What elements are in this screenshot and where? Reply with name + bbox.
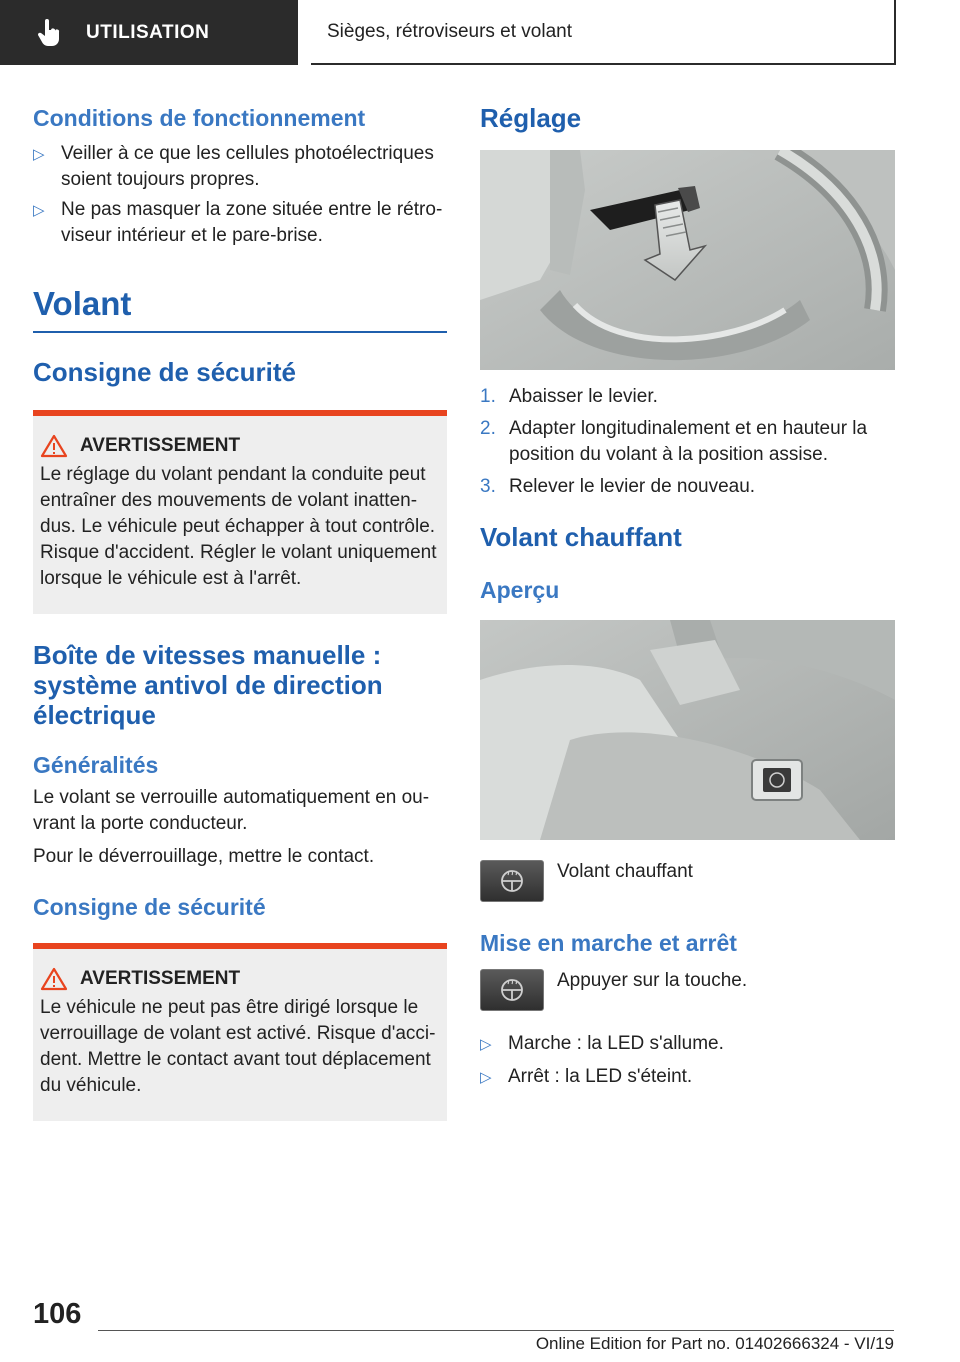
conditions-list [33,141,447,249]
left-column [33,98,447,1121]
onoff-heading: Mise en marche et arrêt [480,930,737,956]
overview-heading: Aperçu [480,577,560,603]
heated-steering-wheel-icon [499,868,525,894]
heated-wheel-heading: Volant chauffant [480,522,682,552]
chapter-tab [311,0,896,65]
safety-heading-2: Consigne de sécurité [33,894,266,920]
triangle-right-icon: ▷ [33,146,45,163]
list-item: 2. Adapter longitudinalement et en hauteur la position du volant à la position assise. [480,418,868,465]
triangle-right-icon: ▷ [480,1069,492,1086]
reglage-heading: Réglage [480,103,582,133]
volant-heading: Volant [33,285,132,322]
list-item: ▷ Marche : la LED s'allume. [480,1031,895,1057]
warning-triangle-icon [40,434,68,458]
press-text: Appuyer sur la touche. [557,970,748,991]
section-title: UTILISATION [86,21,210,43]
button-caption: Volant chauffant [557,861,693,882]
press-instruction [480,969,895,1011]
right-column [480,98,895,1094]
warning-triangle-icon [40,967,68,991]
heated-wheel-button[interactable] [480,860,544,902]
list-item: ▷ Veiller à ce que les cellules photoélectriques soient toujours propres. [33,143,434,190]
conditions-heading: Conditions de fonctionnement [33,105,366,131]
section-tab [0,0,298,65]
list-item: 3. Relever le levier de nouveau. [480,476,756,497]
hand-pointer-icon [34,18,64,48]
steering-lever-photo [480,150,895,370]
triangle-right-icon: ▷ [33,202,45,219]
list-item: 1. Abaisser le levier. [480,386,658,407]
warning-box-2 [33,943,447,1121]
button-legend [480,860,895,902]
edition-note: Online Edition for Part no. 01402666324 - VI/19 [535,1334,894,1353]
footer-divider [98,1330,894,1331]
warning-text: Le véhicule ne peut pas être dirigé lorsque le verrouillage de volant est activé. Risque d'accident. Mettre le contact avant tout déplacement du véhicule. [40,997,436,1096]
warning-text: Le réglage du volant pendant la conduite peut entraîner des mouvements de volant inattendus. Le véhicule peut échapper à tout contrôle. Risque d'accident. Régler le volant uniquement lorsque le véhicule est à l'arrêt. [40,464,437,589]
list-item: ▷ Arrêt : la LED s'éteint. [480,1064,895,1090]
warning-label: AVERTISSEMENT [80,435,241,456]
unlock-paragraph: Pour le déverrouillage, mettre le contact. [33,846,375,867]
page-number: 106 [33,1298,82,1330]
safety-heading: Consigne de sécurité [33,357,296,387]
triangle-right-icon: ▷ [480,1036,492,1053]
onoff-list [480,1031,895,1090]
manual-gearbox-heading: Boîte de vitesses manuelle : système antivol de direction électrique [33,640,383,730]
heated-wheel-photo [480,620,895,840]
warning-box [33,410,447,614]
heated-steering-wheel-icon [499,977,525,1003]
heated-wheel-button[interactable] [480,969,544,1011]
warning-label: AVERTISSEMENT [80,968,241,989]
general-paragraph: Le volant se verrouille automatiquement en ouvrant la porte conducteur. [33,787,430,834]
list-item: ▷ Ne pas masquer la zone située entre le rétroviseur intérieur et le pare-brise. [33,199,443,246]
adjust-steps [480,384,895,500]
chapter-title: Sièges, rétroviseurs et volant [327,20,573,42]
divider [33,331,447,333]
general-heading: Généralités [33,752,159,778]
